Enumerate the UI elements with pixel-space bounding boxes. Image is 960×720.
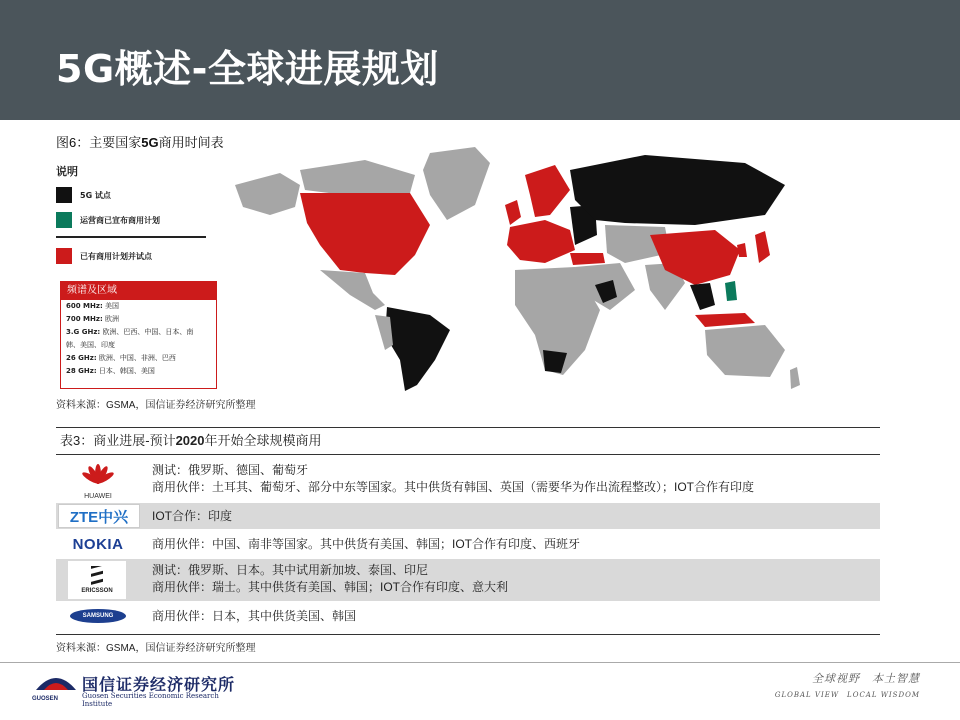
map-greenland — [423, 147, 490, 220]
figure-caption-suffix: 商用时间表 — [158, 135, 224, 150]
legend-item-trial — [56, 185, 226, 205]
huawei-logo — [56, 458, 140, 502]
legend-swatch-black — [56, 187, 72, 203]
map-scandinavia — [525, 165, 570, 217]
table-caption-text: ：商业进展-预计 — [80, 433, 176, 448]
frequency-line-700 — [61, 313, 216, 326]
freq-regions: 日本、韩国、美国 — [98, 367, 155, 375]
map-australia — [705, 325, 785, 377]
frequency-line-3g — [61, 326, 216, 339]
freq-band: 600 MHz: — [66, 302, 103, 310]
freq-regions: 欧洲 — [104, 315, 119, 323]
row-text-huawei — [152, 462, 872, 496]
page-title: 5G概述-全球进展规划 — [56, 47, 439, 91]
freq-regions: 美国 — [104, 302, 119, 310]
freq-band: 3.G GHz: — [66, 328, 101, 336]
legend-swatch-red — [56, 248, 72, 264]
freq-regions: 欧洲、巴西、中国、日本、南 — [102, 328, 194, 336]
row-line: 商用伙伴：中国、南非等国家。其中供货有美国、韩国；IOT合作有印度、西班牙 — [152, 537, 581, 551]
samsung-logo — [56, 602, 140, 630]
legend-item-plan-trial — [56, 246, 226, 266]
legend-label-trial: 5G 试点 — [80, 190, 111, 200]
footer-divider — [0, 662, 960, 663]
map-russia — [570, 155, 785, 225]
freq-band: 700 MHz: — [66, 315, 103, 323]
map-alaska — [235, 173, 300, 215]
frequency-line-3g-cont — [61, 339, 216, 352]
ericsson-stripes-icon — [87, 566, 107, 588]
table-source: 资料来源：GSMA，国信证券经济研究所整理 — [56, 634, 880, 654]
map-north-america — [300, 193, 430, 275]
map-mexico — [320, 270, 385, 310]
zte-logo-text: ZTE中兴 — [69, 508, 129, 526]
map-uk — [505, 200, 521, 225]
row-line: 测试：俄罗斯、日本。其中试用新加坡、泰国、印尼 — [152, 563, 429, 577]
frequency-box — [60, 281, 217, 389]
zte-logo — [58, 504, 140, 528]
map-philippines — [725, 281, 737, 301]
footer-logo — [30, 668, 250, 708]
map-legend — [56, 163, 226, 271]
figure-caption — [56, 132, 224, 151]
huawei-logo-text: HUAWEI — [84, 493, 112, 500]
frequency-line-26 — [61, 352, 216, 365]
huawei-flower-icon — [63, 460, 133, 500]
map-se-asia — [690, 283, 715, 310]
map-indonesia — [695, 313, 755, 327]
legend-label-plan-trial: 已有商用计划并试点 — [80, 251, 152, 261]
samsung-logo-oval — [70, 609, 126, 623]
nokia-logo — [56, 530, 140, 558]
footer-brand: 国信证券经济研究所 — [82, 675, 236, 694]
map-japan — [755, 231, 770, 263]
frequency-line-600 — [61, 300, 216, 313]
table-row-samsung — [56, 602, 880, 630]
row-line: 测试：俄罗斯、德国、葡萄牙 — [152, 463, 309, 477]
table-caption-bold: 2020 — [175, 433, 205, 448]
table-caption-prefix: 表3 — [60, 433, 81, 448]
table-row-nokia — [56, 530, 880, 558]
legend-label-announced: 运营商已宣布商用计划 — [80, 215, 160, 225]
header-bar — [0, 0, 960, 120]
figure-caption-bold: 5G — [141, 135, 159, 150]
freq-band: 26 GHz: — [66, 354, 97, 362]
slogan-en: GLOBAL VIEW LOCAL WISDOM — [774, 691, 920, 699]
legend-title: 说明 — [56, 165, 78, 178]
frequency-line-28 — [61, 365, 216, 378]
frequency-box-title: 频谱及区域 — [61, 282, 216, 300]
row-line: 商用伙伴：日本，其中供货美国、韩国 — [152, 609, 357, 623]
freq-regions: 韩、美国、印度 — [66, 341, 115, 349]
table-caption-suffix: 年开始全球规模商用 — [204, 433, 322, 448]
footer-brand-abbr: GUOSEN — [32, 696, 59, 702]
freq-band: 28 GHz: — [66, 367, 97, 375]
map-canada-north — [300, 160, 415, 195]
figure-caption-prefix: 图6 — [56, 135, 77, 150]
table-row-ericsson — [56, 559, 880, 601]
row-text-nokia — [152, 536, 872, 553]
legend-swatch-green — [56, 212, 72, 228]
figure-source: 资料来源：GSMA，国信证券经济研究所整理 — [56, 400, 256, 411]
nokia-logo-text: NOKIA — [72, 535, 124, 553]
freq-regions: 欧洲、中国、非洲、巴西 — [98, 354, 176, 362]
map-europe — [507, 220, 575, 263]
row-line: 商用伙伴：瑞士。其中供货有美国、韩国；IOT合作有印度、意大利 — [152, 580, 509, 594]
row-line: IOT合作：印度 — [152, 509, 232, 523]
table-row-huawei — [56, 458, 880, 502]
legend-divider — [56, 236, 206, 238]
figure-caption-text: ：主要国家 — [76, 135, 142, 150]
map-south-america — [385, 307, 450, 391]
map-korea — [737, 243, 747, 257]
guosen-emblem-icon — [34, 670, 78, 696]
map-south-america-west — [375, 315, 393, 350]
footer-brand-en: Guosen Securities Economic Research Institute — [82, 692, 219, 708]
table-caption — [56, 427, 880, 455]
samsung-logo-text: SAMSUNG — [82, 613, 114, 619]
table-row-zte — [56, 503, 880, 529]
row-text-samsung — [152, 608, 872, 625]
ericsson-logo — [68, 561, 126, 599]
slogan-cn: 全球视野 本土智慧 — [812, 672, 920, 685]
ericsson-logo-text: ERICSSON — [81, 588, 113, 594]
footer-slogan — [775, 670, 920, 700]
row-text-zte — [152, 508, 872, 525]
legend-item-announced — [56, 210, 226, 230]
row-line: 商用伙伴：土耳其、葡萄牙、部分中东等国家。其中供货有韩国、英国（需要华为作出流程整改）；IOT合作有印度 — [152, 480, 755, 494]
map-new-zealand — [790, 367, 800, 389]
world-map — [225, 145, 805, 395]
map-turkey — [570, 253, 605, 265]
row-text-ericsson — [152, 562, 872, 596]
